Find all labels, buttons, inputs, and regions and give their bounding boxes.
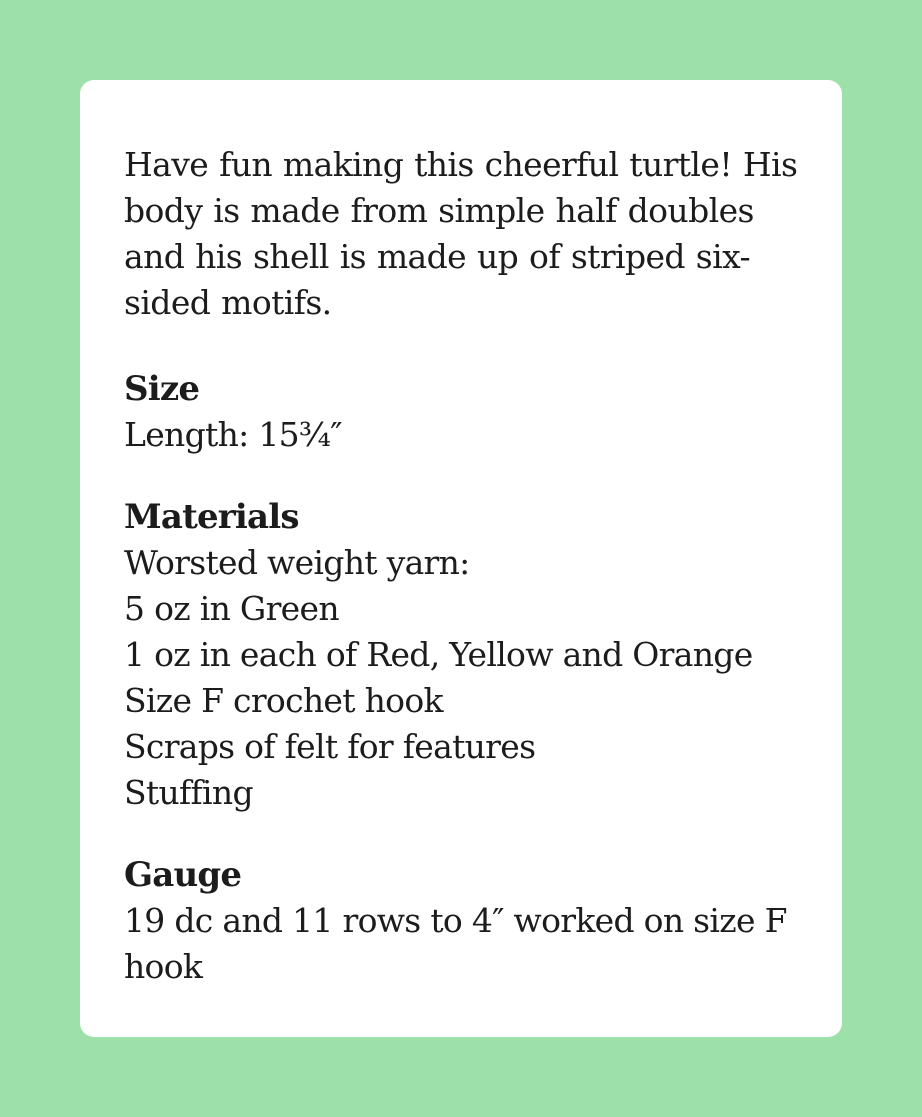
materials-item: Stuffing (124, 773, 253, 812)
materials-item: Scraps of felt for features (124, 727, 536, 766)
pattern-card (80, 80, 842, 1037)
materials-item: 5 oz in Green (124, 589, 339, 628)
materials-item: Size F crochet hook (124, 681, 443, 720)
materials-item: 1 oz in each of Red, Yellow and Orange (124, 635, 753, 674)
gauge-text: 19 dc and 11 rows to 4″ worked on size F hook (124, 901, 787, 986)
materials-item: Worsted weight yarn: (124, 543, 470, 582)
materials-heading: Materials (124, 497, 299, 537)
size-length: Length: 15¾″ (124, 415, 342, 454)
materials-section (124, 494, 802, 816)
gauge-heading: Gauge (124, 855, 242, 895)
intro-paragraph: Have fun making this cheerful turtle! His body is made from simple half doubles and his shell is made up of striped six-sided motifs. (124, 145, 798, 322)
size-section (124, 366, 802, 458)
gauge-section (124, 852, 802, 990)
size-heading: Size (124, 369, 200, 409)
